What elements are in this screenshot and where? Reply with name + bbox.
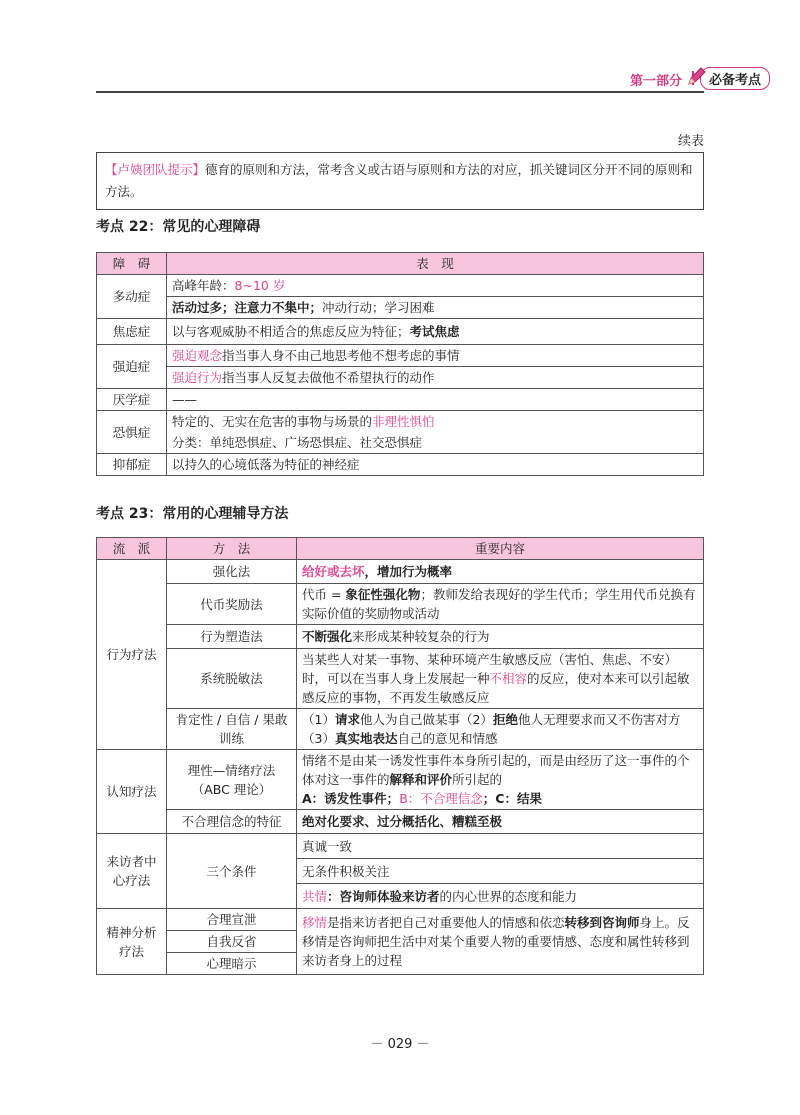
- section-tag: 必备考点: [700, 67, 770, 90]
- tip-box: [96, 152, 704, 210]
- method-suggestion: 心理暗示: [167, 953, 297, 975]
- transference-content: 移情是指来访者把自己对重要他人的情感和依恋转移到咨询师身上。反移情是咨询师把生活中对某个重要人物的重要情感、态度和属性转移到来访者身上的过程: [297, 909, 704, 975]
- desensitization-content: 当某些人对某一事物、某种环境产生敏感反应（害怕、焦虑、不安）时，可以在当事人身上发展起一种不相容的反应，使对本来可以引起敏感反应的事物，不再发生敏感反应: [297, 649, 704, 709]
- method-assertiveness: 肯定性 / 自信 / 果敢训练: [167, 709, 297, 750]
- depression-desc: 以持久的心境低落为特征的神经症: [167, 454, 704, 476]
- col-header-content: 重要内容: [297, 538, 704, 560]
- adhd-line1: 高峰年龄：8~10 岁: [167, 275, 704, 297]
- tip-label: 【卢姨团队提示】: [105, 162, 206, 177]
- method-token: 代币奖励法: [167, 584, 297, 625]
- section-23-title: 考点 23：常用的心理辅导方法: [96, 506, 289, 522]
- anxiety-desc: 以与客观威胁不相适合的焦虑反应为特征；考试焦虑: [167, 319, 704, 345]
- rebt-content: 情绪不是由某一诱发性事件本身所引起的，而是由经历了这一事件的个体对这一事件的解释和评价所引起的 A：诱发性事件；B：不合理信念；C：结果: [297, 750, 704, 810]
- disorder-ocd: 强迫症: [97, 345, 167, 389]
- school-psychoanalysis: 精神分析疗法: [97, 909, 167, 975]
- school-client-centered: 来访者中心疗法: [97, 834, 167, 909]
- assertiveness-content: （1）请求他人为自己做某事（2）拒绝他人无理要求而又不伤害对方 （3）真实地表达自己的意见和情感: [297, 709, 704, 750]
- school-aversion-desc: ——: [167, 389, 704, 411]
- continued-label: 续表: [677, 134, 704, 149]
- condition-positive-regard: 无条件积极关注: [297, 859, 704, 884]
- method-three-conditions: 三个条件: [167, 834, 297, 909]
- col-header-symptom: 表 现: [167, 253, 704, 275]
- page-number: － 029 －: [370, 1037, 430, 1052]
- disorders-table: [96, 252, 704, 476]
- school-behavior: 行为疗法: [97, 560, 167, 750]
- part-label: 第一部分: [629, 74, 682, 89]
- adhd-line2: 活动过多；注意力不集中；冲动行动；学习困难: [167, 297, 704, 319]
- ocd-line1: 强迫观念指当事人身不由己地思考他不想考虑的事情: [167, 345, 704, 367]
- phobia-line1: 特定的、无实在危害的事物与场景的非理性惧怕: [167, 411, 704, 433]
- section-22-title: 考点 22：常见的心理障碍: [96, 219, 261, 235]
- shaping-content: 不断强化来形成某种较复杂的行为: [297, 625, 704, 649]
- condition-congruence: 真诚一致: [297, 834, 704, 859]
- pencil-icon: [685, 66, 707, 88]
- col-header-disorder: 障 碍: [97, 253, 167, 275]
- col-header-school: 流 派: [97, 538, 167, 560]
- method-desensitization: 系统脱敏法: [167, 649, 297, 709]
- disorder-adhd: 多动症: [97, 275, 167, 319]
- col-header-method: 方 法: [167, 538, 297, 560]
- method-shaping: 行为塑造法: [167, 625, 297, 649]
- disorder-depression: 抑郁症: [97, 454, 167, 476]
- ocd-line2: 强迫行为指当事人反复去做他不希望执行的动作: [167, 367, 704, 389]
- school-cognitive: 认知疗法: [97, 750, 167, 834]
- irrational-beliefs-content: 绝对化要求、过分概括化、糟糕至极: [297, 810, 704, 834]
- tip-text: 德育的原则和方法，常考含义或古语与原则和方法的对应，抓关键词区分开不同的原则和方法。: [105, 162, 693, 199]
- disorder-anxiety: 焦虑症: [97, 319, 167, 345]
- reinforcement-content: 给好或去坏，增加行为概率: [297, 560, 704, 584]
- header-rule: [96, 91, 704, 93]
- method-reinforcement: 强化法: [167, 560, 297, 584]
- methods-table: [96, 537, 704, 975]
- method-rebt: 理性—情绪疗法（ABC 理论）: [167, 750, 297, 810]
- method-irrational-beliefs: 不合理信念的特征: [167, 810, 297, 834]
- disorder-school-aversion: 厌学症: [97, 389, 167, 411]
- disorder-phobia: 恐惧症: [97, 411, 167, 454]
- method-catharsis: 合理宣泄: [167, 909, 297, 931]
- method-self-reflection: 自我反省: [167, 931, 297, 953]
- token-content: 代币 = 象征性强化物；教师发给表现好的学生代币；学生用代币兑换有实际价值的奖励物或活动: [297, 584, 704, 625]
- phobia-line2: 分类：单纯恐惧症、广场恐惧症、社交恐惧症: [167, 432, 704, 454]
- condition-empathy: 共情：咨询师体验来访者的内心世界的态度和能力: [297, 884, 704, 909]
